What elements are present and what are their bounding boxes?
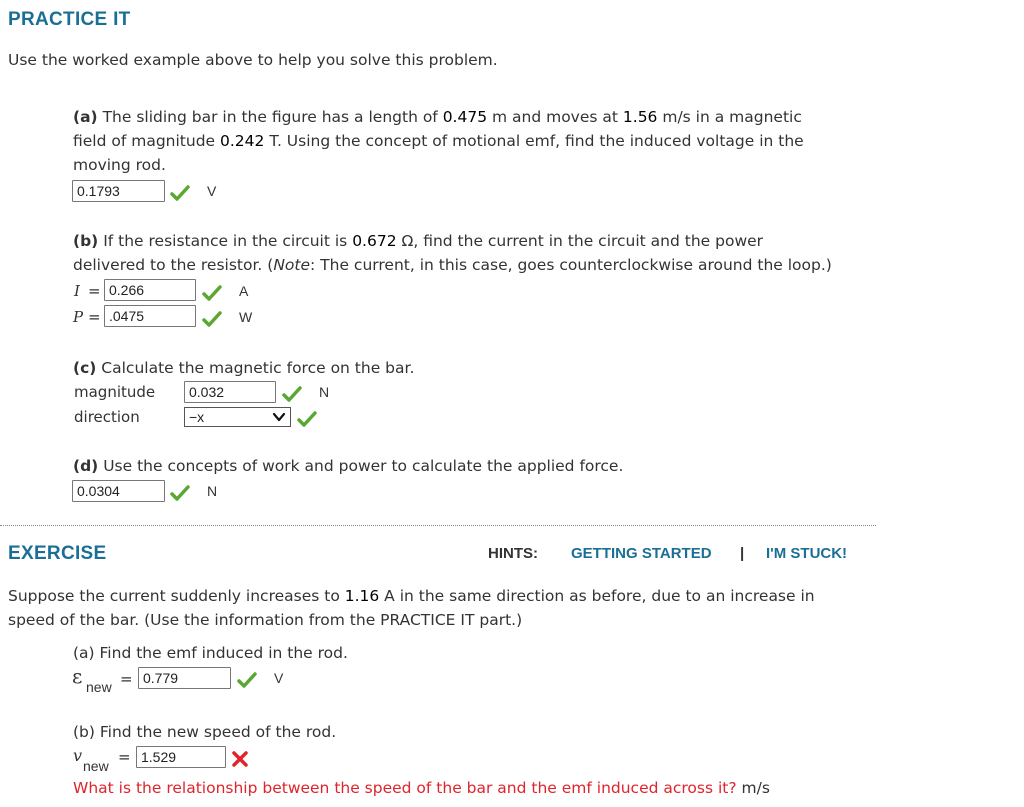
equals-sign: = — [88, 282, 101, 300]
check-icon — [297, 411, 317, 427]
power-label: P — [73, 308, 84, 326]
part-a-text: field of magnitude — [73, 132, 221, 150]
part-c-text: Calculate the magnetic force on the bar. — [101, 359, 415, 377]
emf-subscript: new — [86, 679, 112, 695]
part-a-line3: moving rod. — [73, 156, 166, 174]
check-icon — [170, 185, 190, 201]
exercise-text: A in the same direction as before, due to an increase in — [379, 587, 815, 605]
part-a-line2 — [73, 132, 804, 150]
part-b-text: Ω, find the current in the circuit and the power — [396, 232, 764, 250]
direction-select[interactable] — [184, 407, 291, 427]
magnitude-unit: N — [319, 384, 330, 400]
exercise-text: Suppose the current suddenly increases to — [8, 587, 345, 605]
part-a-text: m/s in a magnetic — [657, 108, 802, 126]
part-b-label: (b) — [73, 232, 99, 250]
magnitude-answer-input[interactable]: 0.032 — [184, 381, 276, 403]
part-a-unit: V — [207, 183, 217, 199]
equals-sign: = — [120, 670, 133, 688]
check-icon — [282, 386, 302, 402]
field-value: 0.242 — [220, 132, 265, 150]
part-a-label: (a) — [73, 108, 98, 126]
speed-symbol: v — [73, 746, 83, 765]
resistance-value: 0.672 — [352, 232, 397, 250]
practice-title: PRACTICE IT — [8, 9, 131, 30]
chevron-down-icon — [272, 410, 286, 424]
check-icon — [202, 311, 222, 327]
im-stuck-link[interactable]: I'M STUCK! — [766, 545, 848, 562]
equals-sign: = — [88, 308, 101, 326]
power-answer-input[interactable]: .0475 — [104, 305, 196, 327]
power-unit: W — [239, 309, 253, 325]
section-divider — [0, 525, 876, 526]
exercise-title: EXERCISE — [8, 543, 107, 564]
exercise-line1 — [8, 587, 815, 605]
part-b-line1 — [73, 232, 763, 250]
exercise-b-answer-input[interactable]: 1.529 — [136, 746, 226, 768]
exercise-b-text: (b) Find the new speed of the rod. — [73, 723, 337, 741]
getting-started-link[interactable]: GETTING STARTED — [571, 545, 712, 562]
note-word: Note — [273, 256, 311, 274]
direction-selected-value: −x — [189, 409, 205, 425]
hints-label: HINTS: — [488, 545, 538, 562]
emf-symbol: ε — [72, 664, 83, 688]
exercise-a-answer-input[interactable]: 0.779 — [138, 667, 231, 689]
part-a-text: T. Using the concept of motional emf, find the induced voltage in the — [264, 132, 804, 150]
part-a-text: The sliding bar in the figure has a length of — [102, 108, 443, 126]
practice-intro: Use the worked example above to help you solve this problem. — [8, 51, 498, 69]
current-label: I — [74, 282, 80, 300]
part-b-text: delivered to the resistor. ( — [73, 256, 274, 274]
check-icon — [170, 485, 190, 501]
part-a-text: m and moves at — [487, 108, 623, 126]
equals-sign: = — [118, 748, 131, 766]
part-d-line1 — [73, 457, 623, 475]
exercise-a-unit: V — [274, 670, 284, 686]
bar-speed-value: 1.56 — [622, 108, 658, 126]
part-c-line1 — [73, 359, 414, 377]
magnitude-label: magnitude — [74, 383, 156, 401]
part-d-text: Use the concepts of work and power to calculate the applied force. — [103, 457, 624, 475]
exercise-a-text: (a) Find the emf induced in the rod. — [73, 644, 348, 662]
part-d-answer-input[interactable]: 0.0304 — [72, 480, 165, 502]
incorrect-icon — [231, 751, 249, 767]
part-b-text: If the resistance in the circuit is — [103, 232, 353, 250]
direction-label: direction — [74, 408, 140, 426]
speed-subscript: new — [83, 758, 109, 774]
part-b-line2 — [73, 256, 832, 274]
exercise-b-feedback-line — [73, 779, 770, 797]
bar-length-value: 0.475 — [442, 108, 488, 126]
part-d-unit: N — [207, 483, 218, 499]
check-icon — [202, 285, 222, 301]
new-current-value: 1.16 — [344, 587, 380, 605]
feedback-message: What is the relationship between the speed of the bar and the emf induced across it? — [73, 779, 737, 797]
exercise-line2: speed of the bar. (Use the information from the PRACTICE IT part.) — [8, 611, 523, 629]
check-icon — [237, 672, 257, 688]
part-c-label: (c) — [73, 359, 97, 377]
part-d-label: (d) — [73, 457, 99, 475]
current-answer-input[interactable]: 0.266 — [104, 279, 196, 301]
part-a-line1 — [73, 108, 802, 126]
hint-separator: | — [740, 545, 745, 562]
current-unit: A — [239, 283, 249, 299]
part-a-answer-input[interactable]: 0.1793 — [72, 180, 165, 202]
part-b-text: : The current, in this case, goes counterclockwise around the loop.) — [310, 256, 832, 274]
exercise-b-unit: m/s — [741, 779, 770, 797]
